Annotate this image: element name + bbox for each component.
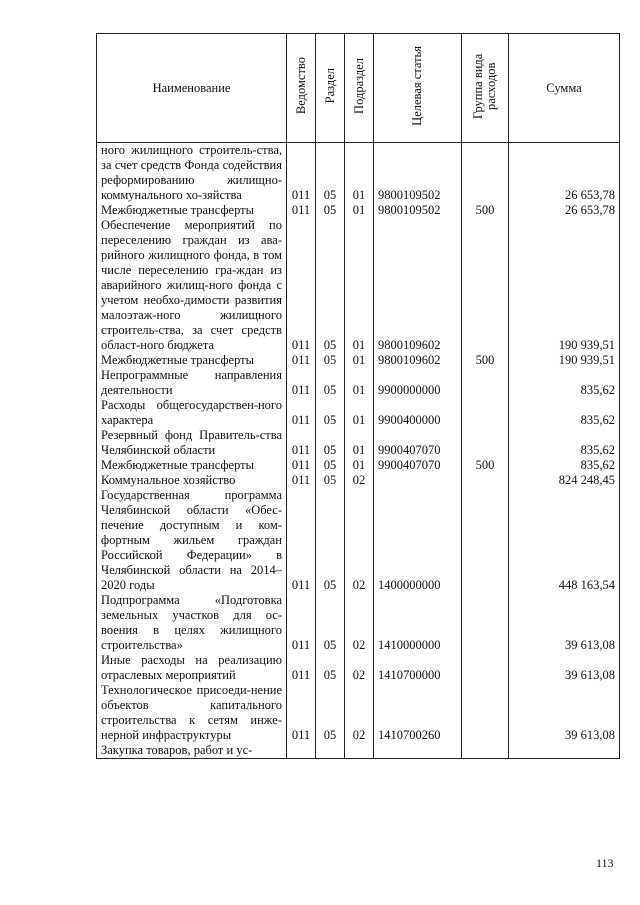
sum-cell: 835,62 [509,458,620,473]
name-cell: Обеспечение мероприятий по переселению граждан из ава-рийного жилищного фонда, в том числе переселению гра-ждан из аварийного жилищ-ного фонда с учетом необхо-димости развития малоэтаж-ного жилищного строитель-ства, за счет средств област-ного бюджета [97,218,287,353]
sum-cell: 26 653,78 [509,203,620,218]
target-item-cell: 9900400000 [374,398,462,428]
expense-group-cell [462,488,509,593]
sum-cell: 835,62 [509,368,620,398]
table-row [97,683,620,743]
subsection-cell: 02 [345,683,374,743]
header-row [97,34,620,143]
subsection-cell: 01 [345,368,374,398]
subsection-cell: 01 [345,398,374,428]
sum-cell [509,743,620,759]
table-row [97,143,620,204]
table-row [97,458,620,473]
subsection-cell: 01 [345,458,374,473]
expense-group-cell [462,218,509,353]
department-cell: 011 [287,368,316,398]
target-item-cell: 1410700000 [374,653,462,683]
expense-group-cell [462,368,509,398]
name-cell: ного жилищного строитель-ства, за счет средств Фонда содействия реформированию жилищно-коммунального хо-зяйства [97,143,287,204]
sum-cell: 190 939,51 [509,218,620,353]
section-cell: 05 [316,143,345,204]
section-cell [316,743,345,759]
section-cell: 05 [316,398,345,428]
header-subsection: Подраздел [345,34,374,143]
name-cell: Подпрограмма «Подготовка земельных участков для ос-воения в целях жилищного строительства» [97,593,287,653]
sum-cell: 824 248,45 [509,473,620,488]
name-cell: Межбюджетные трансферты [97,458,287,473]
subsection-cell: 02 [345,488,374,593]
subsection-cell: 01 [345,218,374,353]
sum-cell: 835,62 [509,428,620,458]
section-cell: 05 [316,218,345,353]
expense-group-cell [462,683,509,743]
department-cell: 011 [287,473,316,488]
table-row [97,428,620,458]
target-item-cell: 9800109502 [374,143,462,204]
department-cell: 011 [287,653,316,683]
table-row [97,218,620,353]
section-cell: 05 [316,653,345,683]
expense-group-cell [462,398,509,428]
table-row [97,368,620,398]
name-cell: Расходы общегосударствен-ного характера [97,398,287,428]
department-cell: 011 [287,683,316,743]
name-cell: Межбюджетные трансферты [97,203,287,218]
table-row [97,473,620,488]
department-cell: 011 [287,428,316,458]
section-cell: 05 [316,488,345,593]
section-cell: 05 [316,203,345,218]
department-cell [287,743,316,759]
department-cell: 011 [287,353,316,368]
sum-cell: 39 613,08 [509,683,620,743]
sum-cell: 835,62 [509,398,620,428]
section-cell: 05 [316,473,345,488]
subsection-cell: 01 [345,353,374,368]
name-cell: Резервный фонд Правитель-ства Челябинской области [97,428,287,458]
sum-cell: 39 613,08 [509,653,620,683]
target-item-cell: 9900000000 [374,368,462,398]
table-row [97,353,620,368]
name-cell: Государственная программа Челябинской области «Обес-печение доступным и ком-фортным жильем граждан Российской Федерации» в Челябинской области на 2014–2020 годы [97,488,287,593]
page-number: 113 [596,856,614,870]
section-cell: 05 [316,683,345,743]
table-row [97,743,620,759]
header-target-item: Целевая статья [374,34,462,143]
section-cell: 05 [316,353,345,368]
subsection-cell: 02 [345,653,374,683]
name-cell: Коммунальное хозяйство [97,473,287,488]
expense-group-cell [462,593,509,653]
header-department: Ведомство [287,34,316,143]
target-item-cell: 9900407070 [374,428,462,458]
target-item-cell: 9900407070 [374,458,462,473]
table-header [97,34,620,143]
subsection-cell: 01 [345,143,374,204]
department-cell: 011 [287,203,316,218]
header-expense-group: Группа вида расходов [462,34,509,143]
department-cell: 011 [287,458,316,473]
table-row [97,203,620,218]
expense-group-cell [462,143,509,204]
target-item-cell: 1400000000 [374,488,462,593]
section-cell: 05 [316,428,345,458]
subsection-cell: 01 [345,203,374,218]
table-row [97,398,620,428]
header-sum: Сумма [509,34,620,143]
section-cell: 05 [316,593,345,653]
sum-cell: 190 939,51 [509,353,620,368]
header-name: Наименование [97,34,287,143]
target-item-cell [374,743,462,759]
department-cell: 011 [287,398,316,428]
section-cell: 05 [316,458,345,473]
subsection-cell: 02 [345,473,374,488]
name-cell: Непрограммные направления деятельности [97,368,287,398]
table-body [97,143,620,759]
section-cell: 05 [316,368,345,398]
name-cell: Закупка товаров, работ и ус- [97,743,287,759]
department-cell: 011 [287,218,316,353]
target-item-cell [374,473,462,488]
sum-cell: 26 653,78 [509,143,620,204]
subsection-cell: 02 [345,593,374,653]
header-section: Раздел [316,34,345,143]
table-row [97,653,620,683]
budget-table [96,33,620,759]
sum-cell: 448 163,54 [509,488,620,593]
table-row [97,488,620,593]
target-item-cell: 1410700260 [374,683,462,743]
expense-group-cell: 500 [462,353,509,368]
target-item-cell: 9800109602 [374,218,462,353]
subsection-cell [345,743,374,759]
expense-group-cell [462,743,509,759]
subsection-cell: 01 [345,428,374,458]
sum-cell: 39 613,08 [509,593,620,653]
table-row [97,593,620,653]
department-cell: 011 [287,143,316,204]
expense-group-cell [462,428,509,458]
expense-group-cell: 500 [462,203,509,218]
department-cell: 011 [287,593,316,653]
expense-group-cell: 500 [462,458,509,473]
target-item-cell: 9800109502 [374,203,462,218]
expense-group-cell [462,653,509,683]
name-cell: Межбюджетные трансферты [97,353,287,368]
target-item-cell: 9800109602 [374,353,462,368]
name-cell: Технологическое присоеди-нение объектов капитального строительства к сетям инже-нерной инфраструктуры [97,683,287,743]
target-item-cell: 1410000000 [374,593,462,653]
name-cell: Иные расходы на реализацию отраслевых мероприятий [97,653,287,683]
department-cell: 011 [287,488,316,593]
expense-group-cell [462,473,509,488]
